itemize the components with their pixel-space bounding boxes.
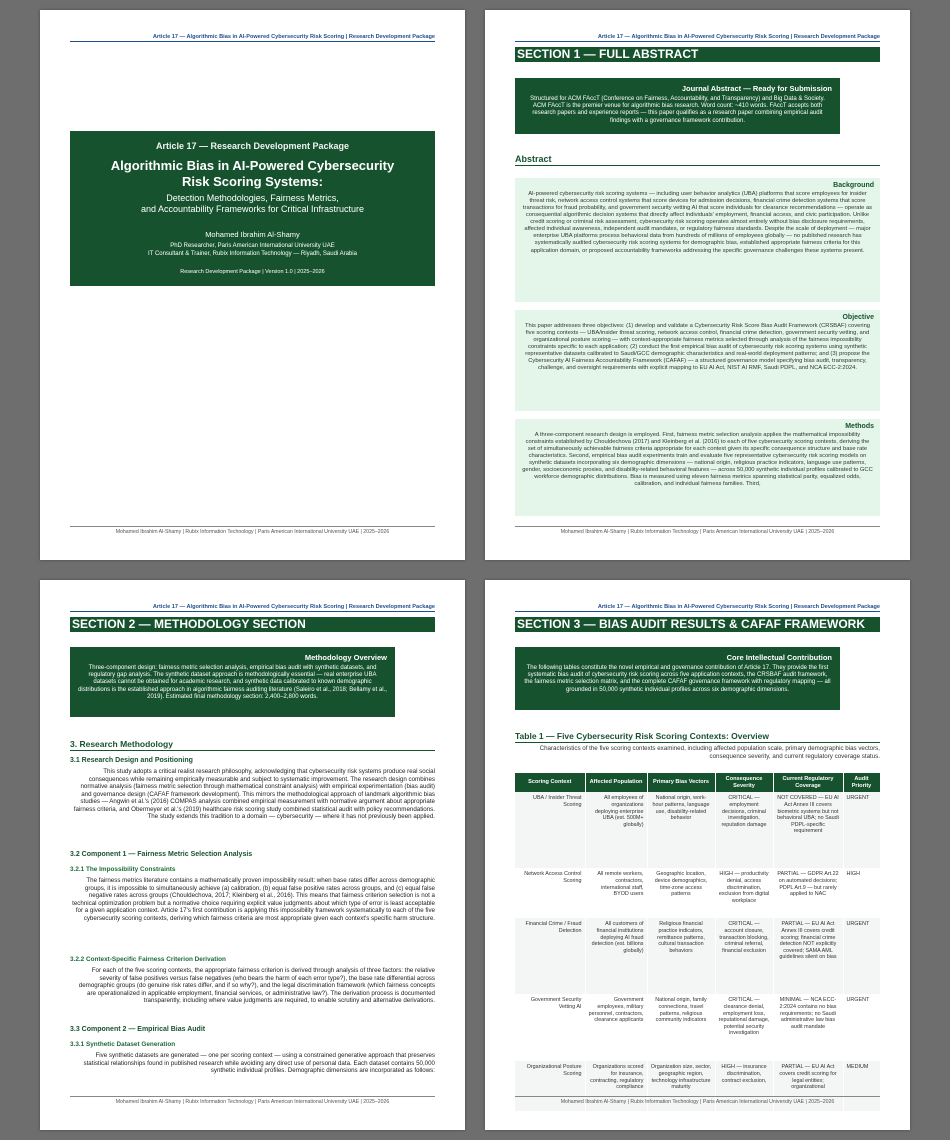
column-header: Consequence Severity — [715, 773, 773, 792]
abstract-heading: Abstract — [515, 154, 880, 166]
methodology-overview-box — [70, 647, 395, 717]
box-title: Methodology Overview — [304, 653, 387, 662]
affiliation-2: IT Consultant & Trainer, Rubix Information Technology — Riyadh, Saudi Arabia — [148, 251, 357, 258]
background-title: Background — [833, 182, 874, 189]
table-row — [515, 994, 880, 1061]
table-row — [515, 918, 880, 994]
section-title: SECTION 2 — METHODOLOGY SECTION — [70, 617, 435, 632]
table-cell: HIGH — insurance discrimination, contract exclusion, — [715, 1061, 773, 1111]
page-results — [485, 580, 910, 1130]
running-header: Article 17 — Algorithmic Bias in AI-Powered Cybersecurity Risk Scoring | Research Development Package — [70, 604, 435, 612]
box-text: Structured for ACM FAccT (Conference on Fairness, Accountability, and Transparency) and Big Data & Society. ACM FAccT is the premier venue for algorithmic bias research. Word count: ~410 words. FAccT accepts both research papers and experience reports — this paper qualifies as a research paper combining empirical audit findings with a governance framework contribution. — [530, 96, 825, 124]
subtitle-line-2: and Accountability Frameworks for Critical Infrastructure — [140, 204, 365, 215]
table-cell: Organizational Posture Scoring — [515, 1061, 585, 1111]
heading-research-methodology: 3. Research Methodology — [70, 739, 435, 751]
page-abstract — [485, 10, 910, 560]
journal-abstract-box — [515, 78, 840, 134]
objective-title: Objective — [842, 314, 874, 321]
heading-3-2-1: 3.2.1 The Impossibility Constraints — [70, 866, 176, 873]
methods-box — [515, 419, 880, 516]
table-cell: Geographic location, device demographics, time-zone access patterns — [647, 868, 715, 918]
table-cell: HIGH — [843, 868, 880, 918]
heading-3-2-2: 3.2.2 Context-Specific Fairness Criterion Derivation — [70, 956, 226, 963]
page-methodology — [40, 580, 465, 1130]
heading-3-1: 3.1 Research Design and Positioning — [70, 757, 193, 764]
table-cell: Financial Crime / Fraud Detection — [515, 918, 585, 994]
table-cell: URGENT — [843, 918, 880, 994]
document-title — [70, 158, 435, 189]
paragraph-3-1: This study adopts a critical realist research philosophy, acknowledging that cybersecurity risk systems produce real social consequences while remaining empirically measurable and subject to systematic improvement. The research design combines normative analysis (fairness metric selection through mathematical constraint analysis) with empirical experimentation (bias audit) and governance design (CAFAF framework development). This mirrors the methodological approach of landmark algorithmic bias studies — Angwin et al.'s (2016) COMPAS analysis combined empirical measurement with normative argument about appropriate fairness criteria, and Obermeyer et al.'s (2019) healthcare risk scoring study combined statistical audit with policy recommendations. The study extends this tradition to a domain — cybersecurity — where it has not previously been applied. — [73, 768, 435, 821]
column-header: Primary Bias Vectors — [647, 773, 715, 792]
title-line-1: Algorithmic Bias in AI-Powered Cybersecurity — [110, 158, 395, 173]
heading-3-2: 3.2 Component 1 — Fairness Metric Selection Analysis — [70, 851, 253, 858]
table-cell: National origin, work-hour patterns, language use, disability-related behavior — [647, 792, 715, 868]
title-kicker: Article 17 — Research Development Package — [155, 141, 350, 151]
table-caption: Characteristics of the five scoring contexts examined, including affected population scale, primary demographic bias vectors, consequence severity, and current regulatory coverage status. — [539, 745, 880, 760]
table-cell: Organizations scored for insurance, contracting, regulatory compliance — [585, 1061, 647, 1111]
author-name: Mohamed Ibrahim Al-Shamy — [205, 229, 300, 239]
section-title: SECTION 3 — BIAS AUDIT RESULTS & CAFAF FRAMEWORK — [515, 617, 880, 632]
running-footer: Mohamed Ibrahim Al-Shamy | Rubix Information Technology | Paris American International University UAE | 2025–2026 — [70, 1096, 435, 1105]
paragraph-3-2-2: For each of the five scoring contexts, the appropriate fairness criterion is derived through analysis of three factors: the relative severity of false positives versus false negatives (who bears the harm of each error type?), the base rate differential across demographic groups (do genuine risk rates differ, and if so why?), and the legal discrimination framework (which fairness concepts are operationalized in applicable employment, financial services, or administrative law?). The derivation process is documented transparently, including where value judgments are required, to enable scrutiny and alternative derivations. — [78, 967, 435, 1005]
table-cell: MEDIUM — [843, 1061, 880, 1111]
table-title: Table 1 — Five Cybersecurity Risk Scoring Contexts: Overview — [515, 731, 880, 743]
table-cell: CRITICAL — account closure, transaction blocking, criminal referral, financial exclusion — [715, 918, 773, 994]
table-header-row — [515, 773, 880, 792]
document-subtitle — [70, 193, 435, 216]
table-cell: PARTIAL — EU AI Act covers credit scoring for legal entities; organizational — [773, 1061, 843, 1111]
table-cell: PARTIAL — GDPR Art.22 on automated decisions; PDPL Art.9 — but rarely applied to NAC — [773, 868, 843, 918]
objective-text: This paper addresses three objectives: (1) develop and validate a Cybersecurity Risk Score Bias Audit Framework (CRSBAF) covering five scoring contexts — UBA/insider threat scoring, network access control, financial crime detection, government security vetting, and organizational posture scoring — with context-appropriate fairness metrics selected through analysis of the fairness impossibility constraints specific to each application; (2) conduct the first empirical bias audit of cybersecurity risk scoring systems using synthetic representative datasets calibrated to Saudi/GCC demographic characteristics and real-world deployment patterns; and (3) propose the Cybersecurity AI Fairness Accountability Framework (CAFAF) — a structured governance model specifying bias audit, transparency, challenge, and oversight requirements with explicit mapping to EU AI Act, NIST AI RMF, Saudi PDPL, and NCA ECC-2:2024. — [524, 323, 871, 372]
box-text: The following tables constitute the novel empirical and governance contribution of Article 17. They provide the first systematic bias audit of cybersecurity risk scoring across five application contexts, the CRSBAF audit framework, the fairness metric selection matrix, and the complete CAFAF governance framework with regulatory mapping — all grounded in 50,000 synthetic individual profiles across six demographic dimensions. — [524, 665, 831, 693]
table-row — [515, 868, 880, 918]
scoring-contexts-table — [515, 773, 881, 1111]
table-cell: All customers of financial institutions deploying AI fraud detection (est. billions globally) — [585, 918, 647, 994]
box-title: Journal Abstract — Ready for Submission — [681, 84, 832, 93]
column-header: Audit Priority — [843, 773, 880, 792]
heading-3-3: 3.3 Component 2 — Empirical Bias Audit — [70, 1026, 206, 1033]
title-line-2: Risk Scoring Systems: — [182, 173, 323, 189]
box-text: Three-component design: fairness metric selection analysis, empirical bias audit with synthetic datasets, and regulatory gap analysis. The synthetic dataset approach is methodologically essential — real enterprise UBA datasets cannot be obtained for academic research, and synthetic data calibrated to known demographic distributions is the established approach in algorithmic fairness auditing literature (Saleiro et al., 2018; Bellamy et al., 2019). Estimated final methodology section: 2,400–2,800 words. — [78, 665, 387, 700]
table-cell: Organization size, sector, geographic region, technology infrastructure maturity — [647, 1061, 715, 1111]
running-header: Article 17 — Algorithmic Bias in AI-Powered Cybersecurity Risk Scoring | Research Development Package — [70, 34, 435, 42]
column-header: Affected Population — [585, 773, 647, 792]
column-header: Scoring Context — [515, 773, 585, 792]
affiliation-1: PhD Researcher, Paris American International University UAE — [170, 242, 335, 249]
package-meta: Research Development Package | Version 1.0 | 2025–2026 — [180, 269, 325, 276]
subtitle-line-1: Detection Methodologies, Fairness Metrics, — [166, 193, 339, 204]
objective-box — [515, 310, 880, 411]
table-cell: URGENT — [843, 792, 880, 868]
background-text: AI-powered cybersecurity risk scoring systems — including user behavior analytics (UBA) platforms that score employees for insider threat risk, network access control systems that score devices for admission decisions, financial crime detection systems that score transactions for fraud probability, and government security vetting AI that score individuals for clearance recommendations — operate as consequential algorithmic decision systems that directly affect individuals' employment, financial access, and civic participation. Unlike credit scoring or criminal risk assessment, cybersecurity risk scoring operates almost entirely without bias disclosure requirements, affected individual awareness, independent audit mandates, or regulatory fairness standards. Despite the scale of deployment — major enterprise UBA platforms process behavioral data from hundreds of millions of employees globally — no published research has systematically audited cybersecurity risk scoring systems for demographic bias, established appropriate fairness criteria for this application domain, or proposed accountability frameworks addressing the specific governance challenges these systems present. — [522, 191, 873, 254]
heading-3-3-1: 3.3.1 Synthetic Dataset Generation — [70, 1041, 176, 1048]
table-cell: PARTIAL — EU AI Act Annex III covers credit scoring; financial crime detection NOT explicitly covered; SAMA AML guidelines silent on bias — [773, 918, 843, 994]
table-cell: Government Security Vetting AI — [515, 994, 585, 1061]
table-cell: UBA / Insider Threat Scoring — [515, 792, 585, 868]
page-title-page — [40, 10, 465, 560]
core-contribution-box — [515, 647, 840, 710]
running-footer: Mohamed Ibrahim Al-Shamy | Rubix Information Technology | Paris American International University UAE | 2025–2026 — [70, 526, 435, 535]
running-header: Article 17 — Algorithmic Bias in AI-Powered Cybersecurity Risk Scoring | Research Development Package — [515, 34, 880, 42]
table-row — [515, 792, 880, 868]
methods-text: A three-component research design is employed. First, fairness metric selection analysis applies the mathematical impossibility constraints established by Chouldechova (2017) and Kleinberg et al. (2016) to each of five cybersecurity scoring contexts, deriving the set of simultaneously achievable fairness criteria appropriate for each context given its specific consequence structure and base rate characteristics. Second, empirical bias audit experiments train and evaluate five representative cybersecurity risk scoring models on synthetic datasets incorporating six demographic dimensions — national origin, religious practice indicators, language use patterns, gender, socioeconomic proxies, and disability-related behavioral features — across 50,000 synthetic individual profiles calibrated to GCC workforce demographic distributions. Bias is measured using eleven fairness metrics spanning statistical parity, equalized odds, calibration, and individual fairness families. Third, — [522, 432, 873, 488]
table-cell: All employees of organizations deploying enterprise UBA (est. 500M+ globally) — [585, 792, 647, 868]
methods-title: Methods — [845, 423, 874, 430]
title-block — [70, 131, 435, 286]
section-title: SECTION 1 — FULL ABSTRACT — [515, 47, 880, 62]
table-cell: HIGH — productivity denial, access discrimination, exclusion from digital workplace — [715, 868, 773, 918]
column-header: Current Regulatory Coverage — [773, 773, 843, 792]
table-cell: URGENT — [843, 994, 880, 1061]
table-cell: Religious financial practice indicators, remittance patterns, cultural transaction behaviors — [647, 918, 715, 994]
table-cell: Network Access Control Scoring — [515, 868, 585, 918]
box-title: Core Intellectual Contribution — [726, 653, 832, 662]
table-cell: NOT COVERED — EU AI Act Annex III covers biometric systems but not behavioral UBA; no Saudi PDPL-specific requirement — [773, 792, 843, 868]
table-cell: National origin, family connections, travel patterns, religious community indicators — [647, 994, 715, 1061]
table-cell: CRITICAL — clearance denial, employment loss, reputational damage, potential security investigation — [715, 994, 773, 1061]
table-cell: Government employees, military personnel, contractors, clearance applicants — [585, 994, 647, 1061]
running-header: Article 17 — Algorithmic Bias in AI-Powered Cybersecurity Risk Scoring | Research Development Package — [515, 604, 880, 612]
table-cell: CRITICAL — employment decisions, criminal investigation, reputation damage — [715, 792, 773, 868]
running-footer: Mohamed Ibrahim Al-Shamy | Rubix Information Technology | Paris American International University UAE | 2025–2026 — [515, 1096, 880, 1105]
running-footer: Mohamed Ibrahim Al-Shamy | Rubix Information Technology | Paris American International University UAE | 2025–2026 — [515, 526, 880, 535]
background-box — [515, 178, 880, 302]
table-cell: MINIMAL — NCA ECC-2:2024 contains no bias requirements; no Saudi administrative law bias audit mandate — [773, 994, 843, 1061]
paragraph-3-3-1: Five synthetic datasets are generated — one per scoring context — using a constrained generative approach that preserves statistical relationships found in published research while avoiding any direct use of personal data. Each dataset contains 50,000 synthetic individual profiles. Demographic dimensions are incorporated as follows: — [83, 1052, 435, 1075]
author-affiliations — [70, 242, 435, 259]
paragraph-3-2-1: The fairness metrics literature contains a mathematically proven impossibility result: when base rates differ across demographic groups, it is impossible to simultaneously achieve (a) calibration, (b) equal false positive rates across groups, and (c) equal false negative rates across groups (Chouldechova, 2017; Kleinberg et al., 2016). This means that fairness criterion selection is not a technical optimization problem but a normative choice requiring explicit value judgments about which type of error is least acceptable for a given application context. Article 17's first contribution is applying this impossibility framework systematically to each of the five cybersecurity scoring contexts, deriving which fairness criteria are most appropriate given each context's specific harm structure. — [72, 877, 435, 922]
table-cell: All remote workers, contractors, international staff, BYOD users — [585, 868, 647, 918]
